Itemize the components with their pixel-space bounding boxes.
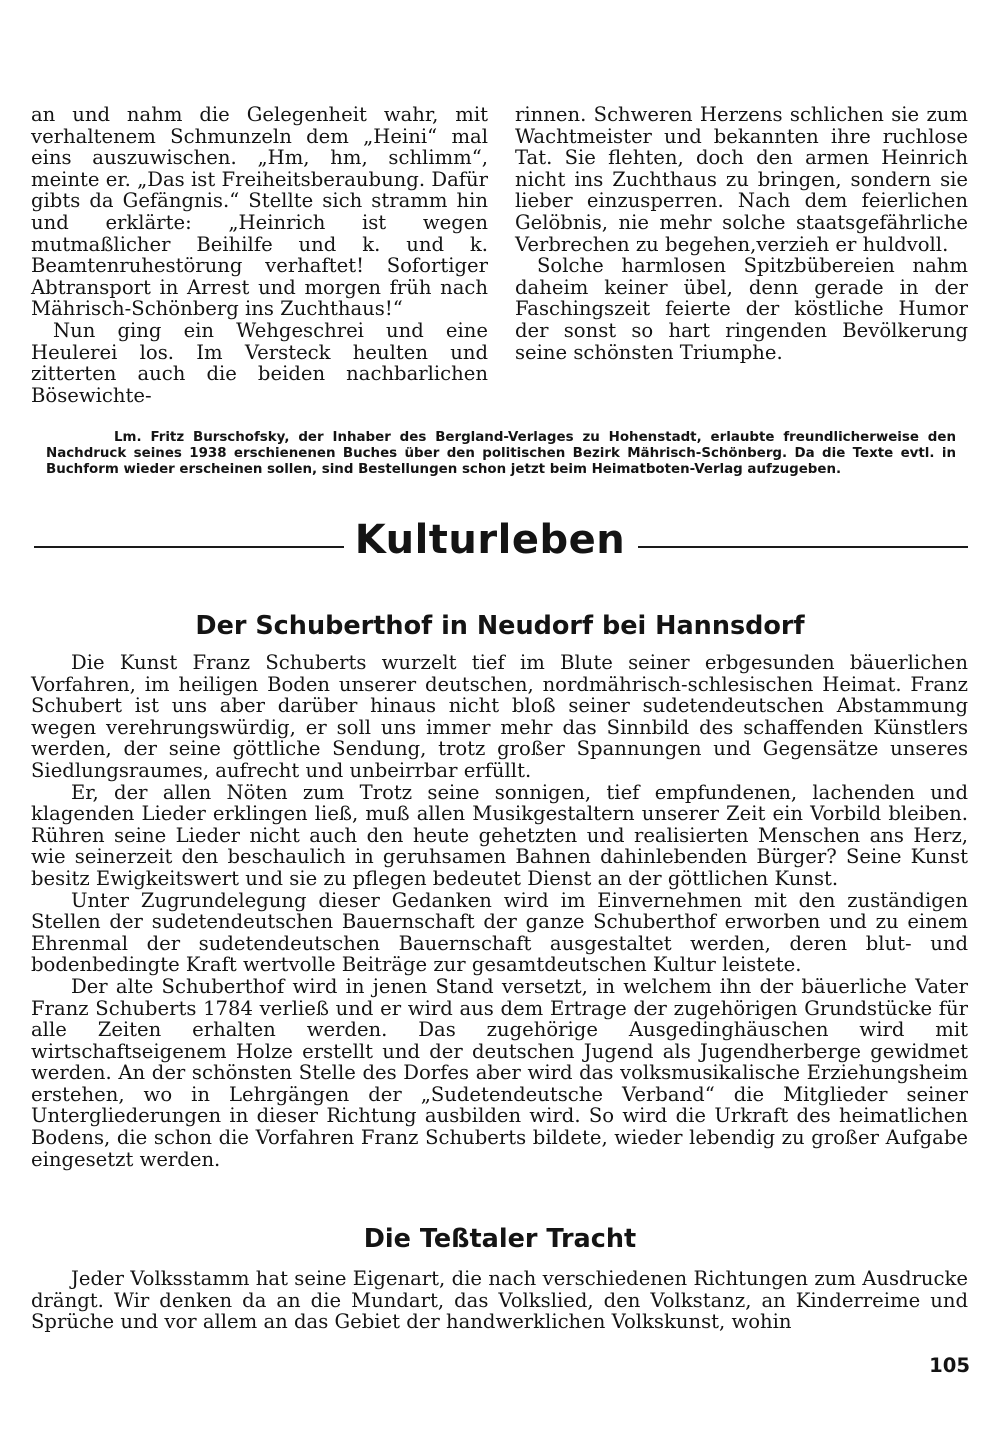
section-rule-left — [34, 546, 344, 548]
editor-note — [46, 430, 956, 479]
section-title: Kulturleben — [354, 517, 626, 563]
article-title: Der Schuberthof in Neudorf bei Hannsdorf — [195, 611, 805, 641]
article-paragraph: Jeder Volksstamm hat seine Eigenart, die nach verschiedenen Richtungen zum Ausdrucke drängt. Wir denken da an die Mundart, das Volkslied, den Volkstanz, an Kinderreime und Sprüche und vor allem an das Gebiet der handwerklichen Volkskunst, wohin — [31, 1267, 968, 1334]
story-paragraph: rinnen. Schweren Herzens schlichen sie zum Wachtmeister und bekannten ihre ruchlose Tat. Sie flehten, doch den armen Heinrich nicht ins Zuchthaus zu bringen, sondern sie lieber einzusperren. Nach dem feierlichen Gelöbnis, nie mehr solche staatsgefährliche Verbrechen zu begehen,verzieh er huldvoll. — [515, 103, 968, 256]
section-rule-right — [638, 546, 968, 548]
story-paragraph: Solche harmlosen Spitzbübereien nahm daheim keiner übel, denn gerade in der Faschingszeit feierte der köstliche Humor der sonst so hart ringenden Bevölkerung seine schönsten Triumphe. — [515, 254, 968, 364]
story-paragraph: an und nahm die Gelegenheit wahr, mit verhaltenem Schmunzeln dem „Heini“ mal eins auszuwischen. „Hm, hm, schlimm“, meinte er. „Das ist Freiheitsberaubung. Dafür gibts da Gefängnis.“ Stellte sich stramm hin und erklärte: „Heinrich ist wegen mutmaßlicher Beihilfe und k. und k. Beamtenruhestörung verhaftet! Sofortiger Abtransport in Arrest und morgen früh nach Mährisch-Schönberg ins Zuchthaus!“ — [31, 103, 488, 321]
article-paragraph: Er, der allen Nöten zum Trotz seine sonnigen, tief empfundenen, lachenden und klagenden Lieder erklingen ließ, muß allen Musikgestaltern unserer Zeit ein Vorbild bleiben. Rühren seine Lieder nicht auch den heute gehetzten und realisierten Menschen ans Herz, wie seinerzeit den beschaulich in geruhsamen Bahnen dahinlebenden Bürger? Seine Kunst besitz Ewigkeitswert und sie zu pflegen bedeutet Dienst an der göttlichen Kunst. — [31, 780, 968, 890]
article-title: Die Teßtaler Tracht — [363, 1224, 637, 1254]
story-column-right — [515, 104, 968, 363]
article-paragraph: Der alte Schuberthof wird in jenen Stand versetzt, in welchem ihn der bäuerliche Vater Franz Schuberts 1784 verließ und er wird aus dem Ertrage der zugehörigen Grundstücke für alle Zeiten erhalten werden. Das zugehörige Ausgedinghäuschen wird mit wirtschaftseigenem Holze erstellt und der deutschen Jugend als Jugendherberge gewidmet werden. An der schönsten Stelle des Dorfes aber wird das volksmusikalische Erziehungsheim erstehen, wo in Lehrgängen der „Sudetendeutsche Verband“ die Mitglieder seiner Untergliederungen in dieser Richtung ausbilden wird. So wird die Urkraft des heimatlichen Bodens, die schon die Vorfahren Franz Schuberts bildete, wieder lebendig zu großer Aufgabe eingesetzt werden. — [31, 974, 968, 1171]
article-paragraph: Die Kunst Franz Schuberts wurzelt tief im Blute seiner erbgesunden bäuerlichen Vorfahren, im heiligen Boden unserer deutschen, nordmährisch-schlesischen Heimat. Franz Schubert ist uns aber darüber hinaus nicht bloß seiner sudetendeutschen Abstammung wegen verehrungswürdig, er soll uns immer mehr das Sinnbild des schaffenden Künstlers werden, der seine göttliche Sendung, trotz großer Spannungen und Gegensätze unseres Siedlungsraumes, aufrecht und unbeirrbar erfüllt. — [31, 651, 968, 782]
story-column-left — [31, 104, 488, 406]
article-body — [31, 652, 968, 1170]
article-body — [31, 1268, 968, 1333]
page-number: 105 — [929, 1354, 970, 1377]
story-paragraph: Nun ging ein Wehgeschrei und eine Heulerei los. Im Versteck heulten und zitterten auch die beiden nachbarlichen Bösewichte- — [31, 318, 488, 407]
article-paragraph: Unter Zugrundelegung dieser Gedanken wird im Einvernehmen mit den zuständigen Stellen der sudetendeutschen Bauernschaft der ganze Schuberthof erworben und zu einem Ehrenmal der sudetendeutschen Bauernschaft ausgestaltet werden, deren blut- und bodenbedingte Kraft wertvolle Beiträge zur gesamtdeutschen Kultur leistete. — [31, 888, 968, 977]
editor-note-text: Lm. Fritz Burschofsky, der Inhaber des Bergland-Verlages zu Hohenstadt, erlaubte freundlicherweise den Nachdruck seines 1938 erschienenen Buches über den politischen Bezirk Mährisch-Schönberg. Da die Texte evtl. in Buchform wieder erscheinen sollen, sind Bestellungen schon jetzt beim Heimatboten-Verlag aufzugeben. — [46, 430, 956, 478]
